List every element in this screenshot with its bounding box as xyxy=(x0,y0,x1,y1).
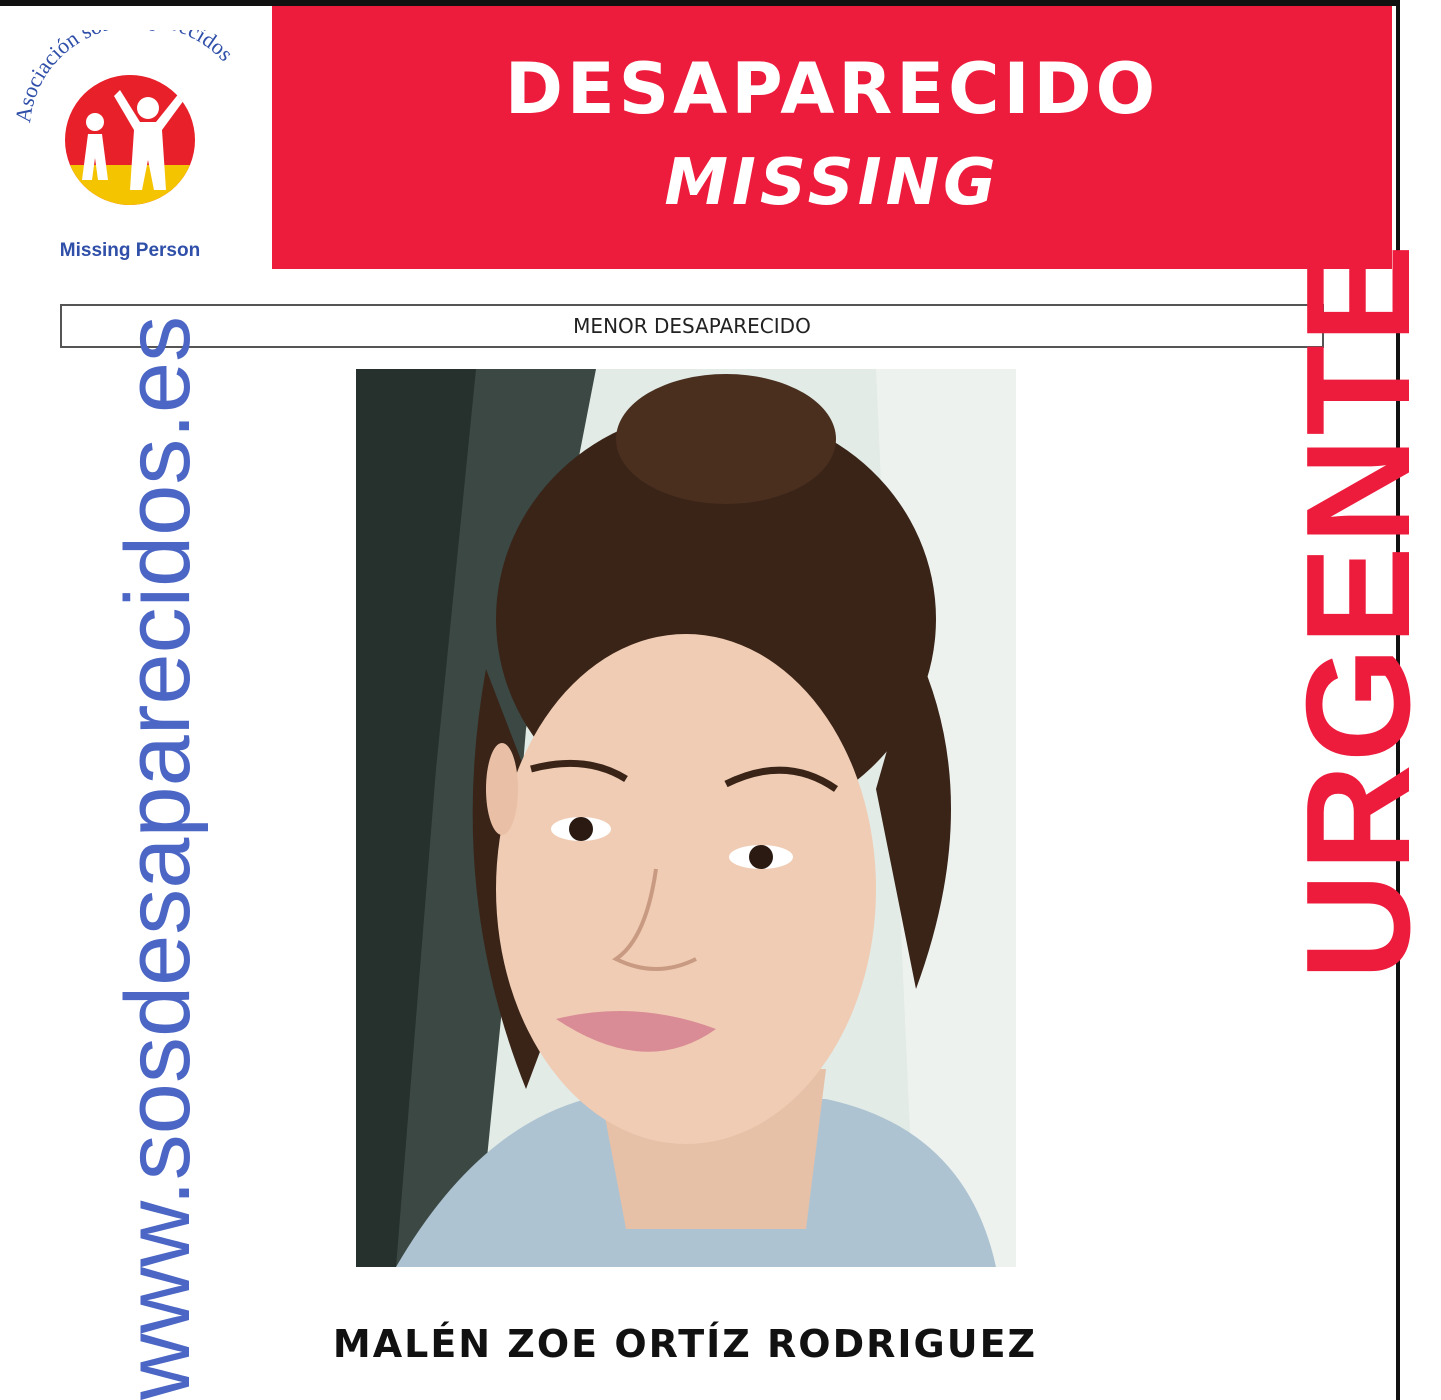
missing-banner xyxy=(272,6,1392,269)
banner-subtitle: MISSING xyxy=(664,146,1000,220)
logo-arc-text: Asociación s cidos xyxy=(10,30,239,125)
face xyxy=(496,634,876,1144)
urgent-label: URGENTE xyxy=(1276,242,1441,980)
logo-emblem xyxy=(0,30,270,250)
logo-circle xyxy=(60,70,200,210)
logo-caption: Missing Person xyxy=(59,240,201,261)
website-url[interactable]: www.sosdesaparecidos.es xyxy=(107,315,209,1400)
association-logo xyxy=(0,30,270,261)
portrait-photo xyxy=(356,369,1016,1267)
banner-title: DESAPARECIDO xyxy=(504,48,1160,130)
person-name: MALÉN ZOE ORTÍZ RODRIGUEZ xyxy=(332,1322,1038,1366)
category-label: MENOR DESAPARECIDO xyxy=(60,304,1324,348)
